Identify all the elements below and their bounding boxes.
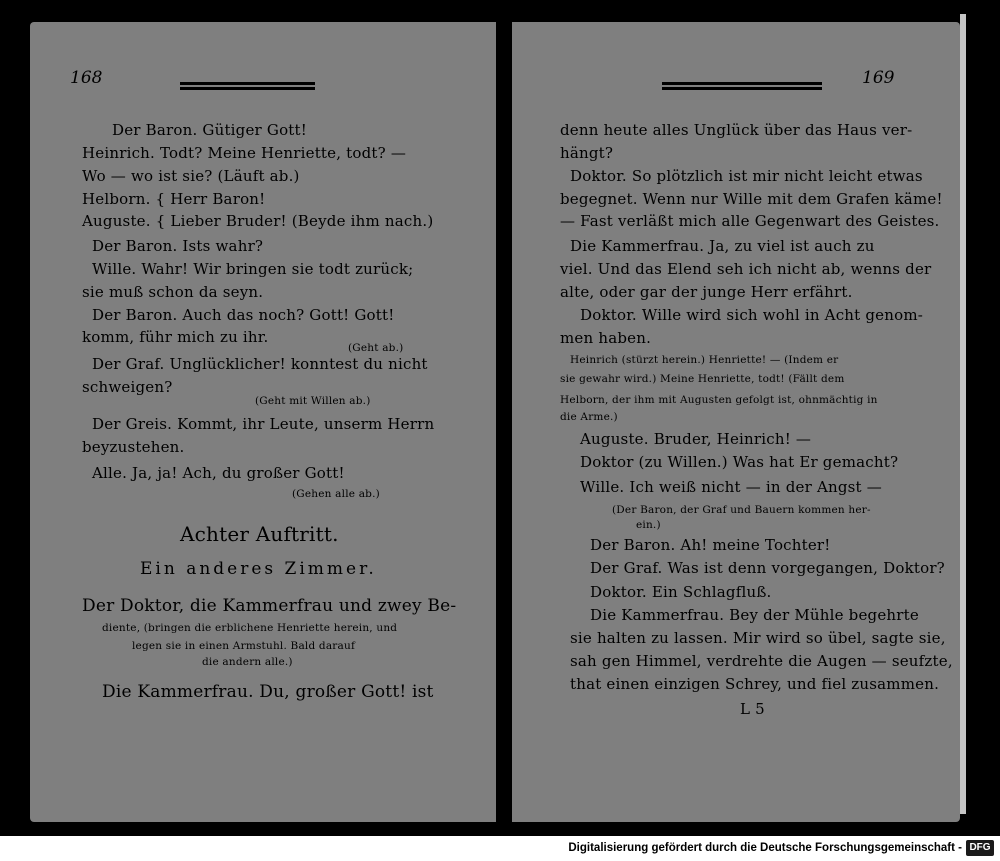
right-page-line: hängt? xyxy=(560,144,614,162)
left-page-line: Wo — wo ist sie? (Läuft ab.) xyxy=(82,167,300,185)
right-page-line: that einen einzigen Schrey, und fiel zusammen. xyxy=(570,675,940,693)
right-page-line: denn heute alles Unglück über das Haus ver- xyxy=(560,121,913,139)
left-page-line: (Geht ab.) xyxy=(348,342,404,354)
left-page-line: legen sie in einen Armstuhl. Bald darauf xyxy=(132,640,356,652)
right-page-line: Der Graf. Was ist denn vorgegangen, Doktor? xyxy=(590,559,945,577)
left-page-line: Achter Auftritt. xyxy=(180,522,339,546)
funding-notice: Digitalisierung gefördert durch die Deutsche Forschungsgemeinschaft - xyxy=(568,842,962,854)
right-page-line: viel. Und das Elend seh ich nicht ab, wenns der xyxy=(560,260,932,278)
right-page-line: ein.) xyxy=(636,519,661,531)
left-page-line: Die Kammerfrau. Du, großer Gott! ist xyxy=(102,682,434,702)
dfg-logo: DFG xyxy=(966,840,994,856)
right-page-line: alte, oder gar der junge Herr erfährt. xyxy=(560,283,853,301)
right-page-number: 169 xyxy=(862,68,895,88)
left-page-line: schweigen? xyxy=(82,378,173,396)
right-page-line: Helborn, der ihm mit Augusten gefolgt ist, ohnmächtig in xyxy=(560,394,878,406)
right-page-line: Doktor. Wille wird sich wohl in Acht genom- xyxy=(580,306,924,324)
right-page xyxy=(512,22,960,822)
left-page-line: (Geht mit Willen ab.) xyxy=(255,395,371,407)
right-page-line: sah gen Himmel, verdrehte die Augen — seufzte, xyxy=(570,652,953,670)
left-page-line: Wille. Wahr! Wir bringen sie todt zurück; xyxy=(92,260,414,278)
right-page-line: men haben. xyxy=(560,329,652,347)
right-page-line: Doktor. So plötzlich ist mir nicht leicht etwas xyxy=(570,167,923,185)
left-page-line: diente, (bringen die erblichene Henriette herein, und xyxy=(102,622,398,634)
right-page-line: Heinrich (stürzt herein.) Henriette! — (Indem er xyxy=(570,354,839,366)
right-page-line: Die Kammerfrau. Ja, zu viel ist auch zu xyxy=(570,237,875,255)
book-gutter xyxy=(496,14,512,826)
right-page-line: L 5 xyxy=(740,700,765,718)
left-page-line: Der Baron. Gütiger Gott! xyxy=(112,121,307,139)
left-page-line: Ein anderes Zimmer. xyxy=(140,559,377,579)
left-page xyxy=(30,22,496,822)
right-page-line: Der Baron. Ah! meine Tochter! xyxy=(590,536,831,554)
right-header-rule xyxy=(662,82,822,85)
left-page-line: Der Baron. Auch das noch? Gott! Gott! xyxy=(92,306,395,324)
left-page-line: Der Doktor, die Kammerfrau und zwey Be- xyxy=(82,596,457,616)
right-page-line: — Fast verläßt mich alle Gegenwart des Geistes. xyxy=(560,212,940,230)
left-page-line: Der Baron. Ists wahr? xyxy=(92,237,264,255)
right-page-line: Die Kammerfrau. Bey der Mühle begehrte xyxy=(590,606,919,624)
right-page-line: sie gewahr wird.) Meine Henriette, todt! (Fällt dem xyxy=(560,373,845,385)
right-page-line: Wille. Ich weiß nicht — in der Angst — xyxy=(580,478,882,496)
left-page-line: (Gehen alle ab.) xyxy=(292,488,380,500)
right-page-line: Doktor. Ein Schlagfluß. xyxy=(590,583,772,601)
right-page-line: begegnet. Wenn nur Wille mit dem Grafen käme! xyxy=(560,190,943,208)
left-page-line: Alle. Ja, ja! Ach, du großer Gott! xyxy=(92,464,345,482)
left-page-number: 168 xyxy=(70,68,103,88)
footer-bar xyxy=(0,836,1000,861)
left-page-line: Der Graf. Unglücklicher! konntest du nicht xyxy=(92,355,428,373)
right-page-line: (Der Baron, der Graf und Bauern kommen her- xyxy=(612,504,871,516)
left-page-line: komm, führ mich zu ihr. xyxy=(82,328,269,346)
left-page-line: sie muß schon da seyn. xyxy=(82,283,264,301)
left-page-line: die andern alle.) xyxy=(202,656,293,668)
right-page-line: sie halten zu lassen. Mir wird so übel, sagte sie, xyxy=(570,629,946,647)
left-page-line: Auguste. { Lieber Bruder! (Beyde ihm nach.) xyxy=(82,212,434,230)
left-page-line: Der Greis. Kommt, ihr Leute, unserm Herrn xyxy=(92,415,435,433)
right-page-line: die Arme.) xyxy=(560,411,618,423)
right-page-line: Auguste. Bruder, Heinrich! — xyxy=(580,430,812,448)
left-page-line: Heinrich. Todt? Meine Henriette, todt? — xyxy=(82,144,407,162)
right-page-line: Doktor (zu Willen.) Was hat Er gemacht? xyxy=(580,453,899,471)
left-page-line: Helborn. { Herr Baron! xyxy=(82,190,266,208)
page-edge xyxy=(960,14,966,814)
left-page-line: beyzustehen. xyxy=(82,438,185,456)
left-header-rule xyxy=(180,82,315,85)
